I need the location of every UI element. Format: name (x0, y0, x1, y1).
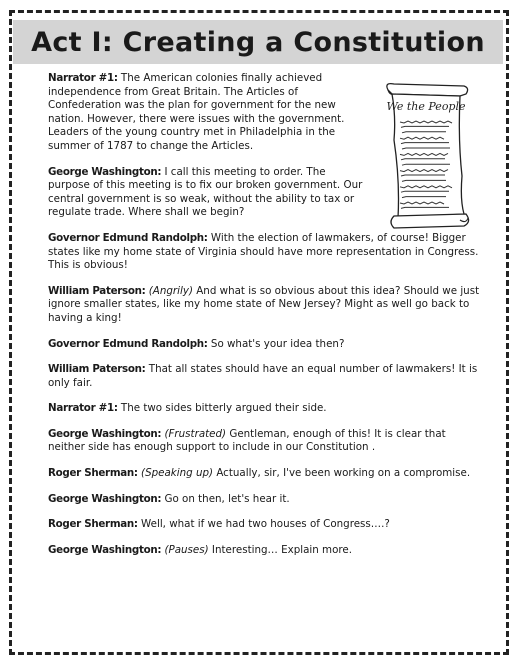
dialogue-text: Actually, sir, I've been working on a compromise. (216, 467, 471, 480)
dialogue-text: The American colonies finally achieved independence from Great Britain. The Articles of Confederation was the plan for government for the new nation. However, there were issues with the government. Leaders of the young country met in Philadelphia in the summer of 1787 to change the Articles. (48, 72, 345, 152)
dialogue-text: Go on then, let's hear it. (164, 492, 290, 505)
dialogue-text: And what is so obvious about this idea? Should we just ignore smaller states, like my home state of New Jersey? Might as well go back to having a king! (48, 284, 480, 324)
dialogue-line (48, 544, 480, 558)
speaker-name: George Washington: (48, 427, 162, 440)
title-banner (13, 20, 503, 64)
speaker-name: Roger Sherman: (48, 467, 138, 480)
footer-note (0, 657, 524, 662)
dialogue-text: With the election of lawmakers, of course! Bigger states like my home state of Virginia should have more representation in Congress. This is obvious! (48, 231, 479, 272)
speaker-name: Narrator #1: (48, 72, 118, 84)
speaker-name: Roger Sherman: (48, 518, 138, 531)
speaker-name: George Washington: (48, 492, 162, 505)
stage-direction: (Pauses) (164, 543, 209, 556)
dialogue-line (48, 402, 480, 416)
dialogue-line (48, 493, 480, 507)
dialogue-line (48, 467, 480, 481)
dialogue-text: Interesting… Explain more. (211, 543, 353, 556)
stage-direction: (Angrily) (148, 284, 193, 297)
speaker-name: William Paterson: (48, 363, 146, 376)
dialogue-line (48, 363, 480, 390)
speaker-name: William Paterson: (48, 284, 146, 297)
speaker-name: Narrator #1: (48, 402, 118, 415)
dialogue-text: The two sides bitterly argued their side. (120, 402, 327, 415)
speaker-name: George Washington: (48, 165, 162, 178)
stage-direction: (Speaking up) (141, 467, 214, 480)
dialogue-line (48, 166, 370, 220)
stage-direction: (Frustrated) (164, 427, 227, 440)
dialogue-text: So what's your idea then? (210, 337, 345, 350)
dialogue-text: Gentleman, enough of this! It is clear that neither side has enough support to include in our Constitution . (48, 427, 446, 454)
dialogue-text: I call this meeting to order. The purpose of this meeting is to fix our broken government. Our central government is so weak, without the ability to tax or regulate trade. Where shall we begin? (48, 165, 363, 219)
dialogue-line (48, 285, 480, 326)
script-body (48, 72, 480, 569)
dialogue-line (48, 518, 480, 532)
dialogue-line (48, 72, 370, 154)
dialogue-line (48, 428, 480, 455)
dialogue-text: That all states should have an equal number of lawmakers! It is only fair. (48, 363, 478, 389)
speaker-name: Governor Edmund Randolph: (48, 337, 208, 350)
scroll-heading: We the People (386, 100, 466, 113)
dialogue-line (48, 232, 480, 273)
speaker-name: George Washington: (48, 543, 162, 556)
dialogue-text: Well, what if we had two houses of Congress….? (141, 518, 390, 531)
speaker-name: Governor Edmund Randolph: (48, 231, 208, 244)
dialogue-line (48, 338, 480, 352)
page-title: Act I: Creating a Constitution (31, 26, 485, 58)
